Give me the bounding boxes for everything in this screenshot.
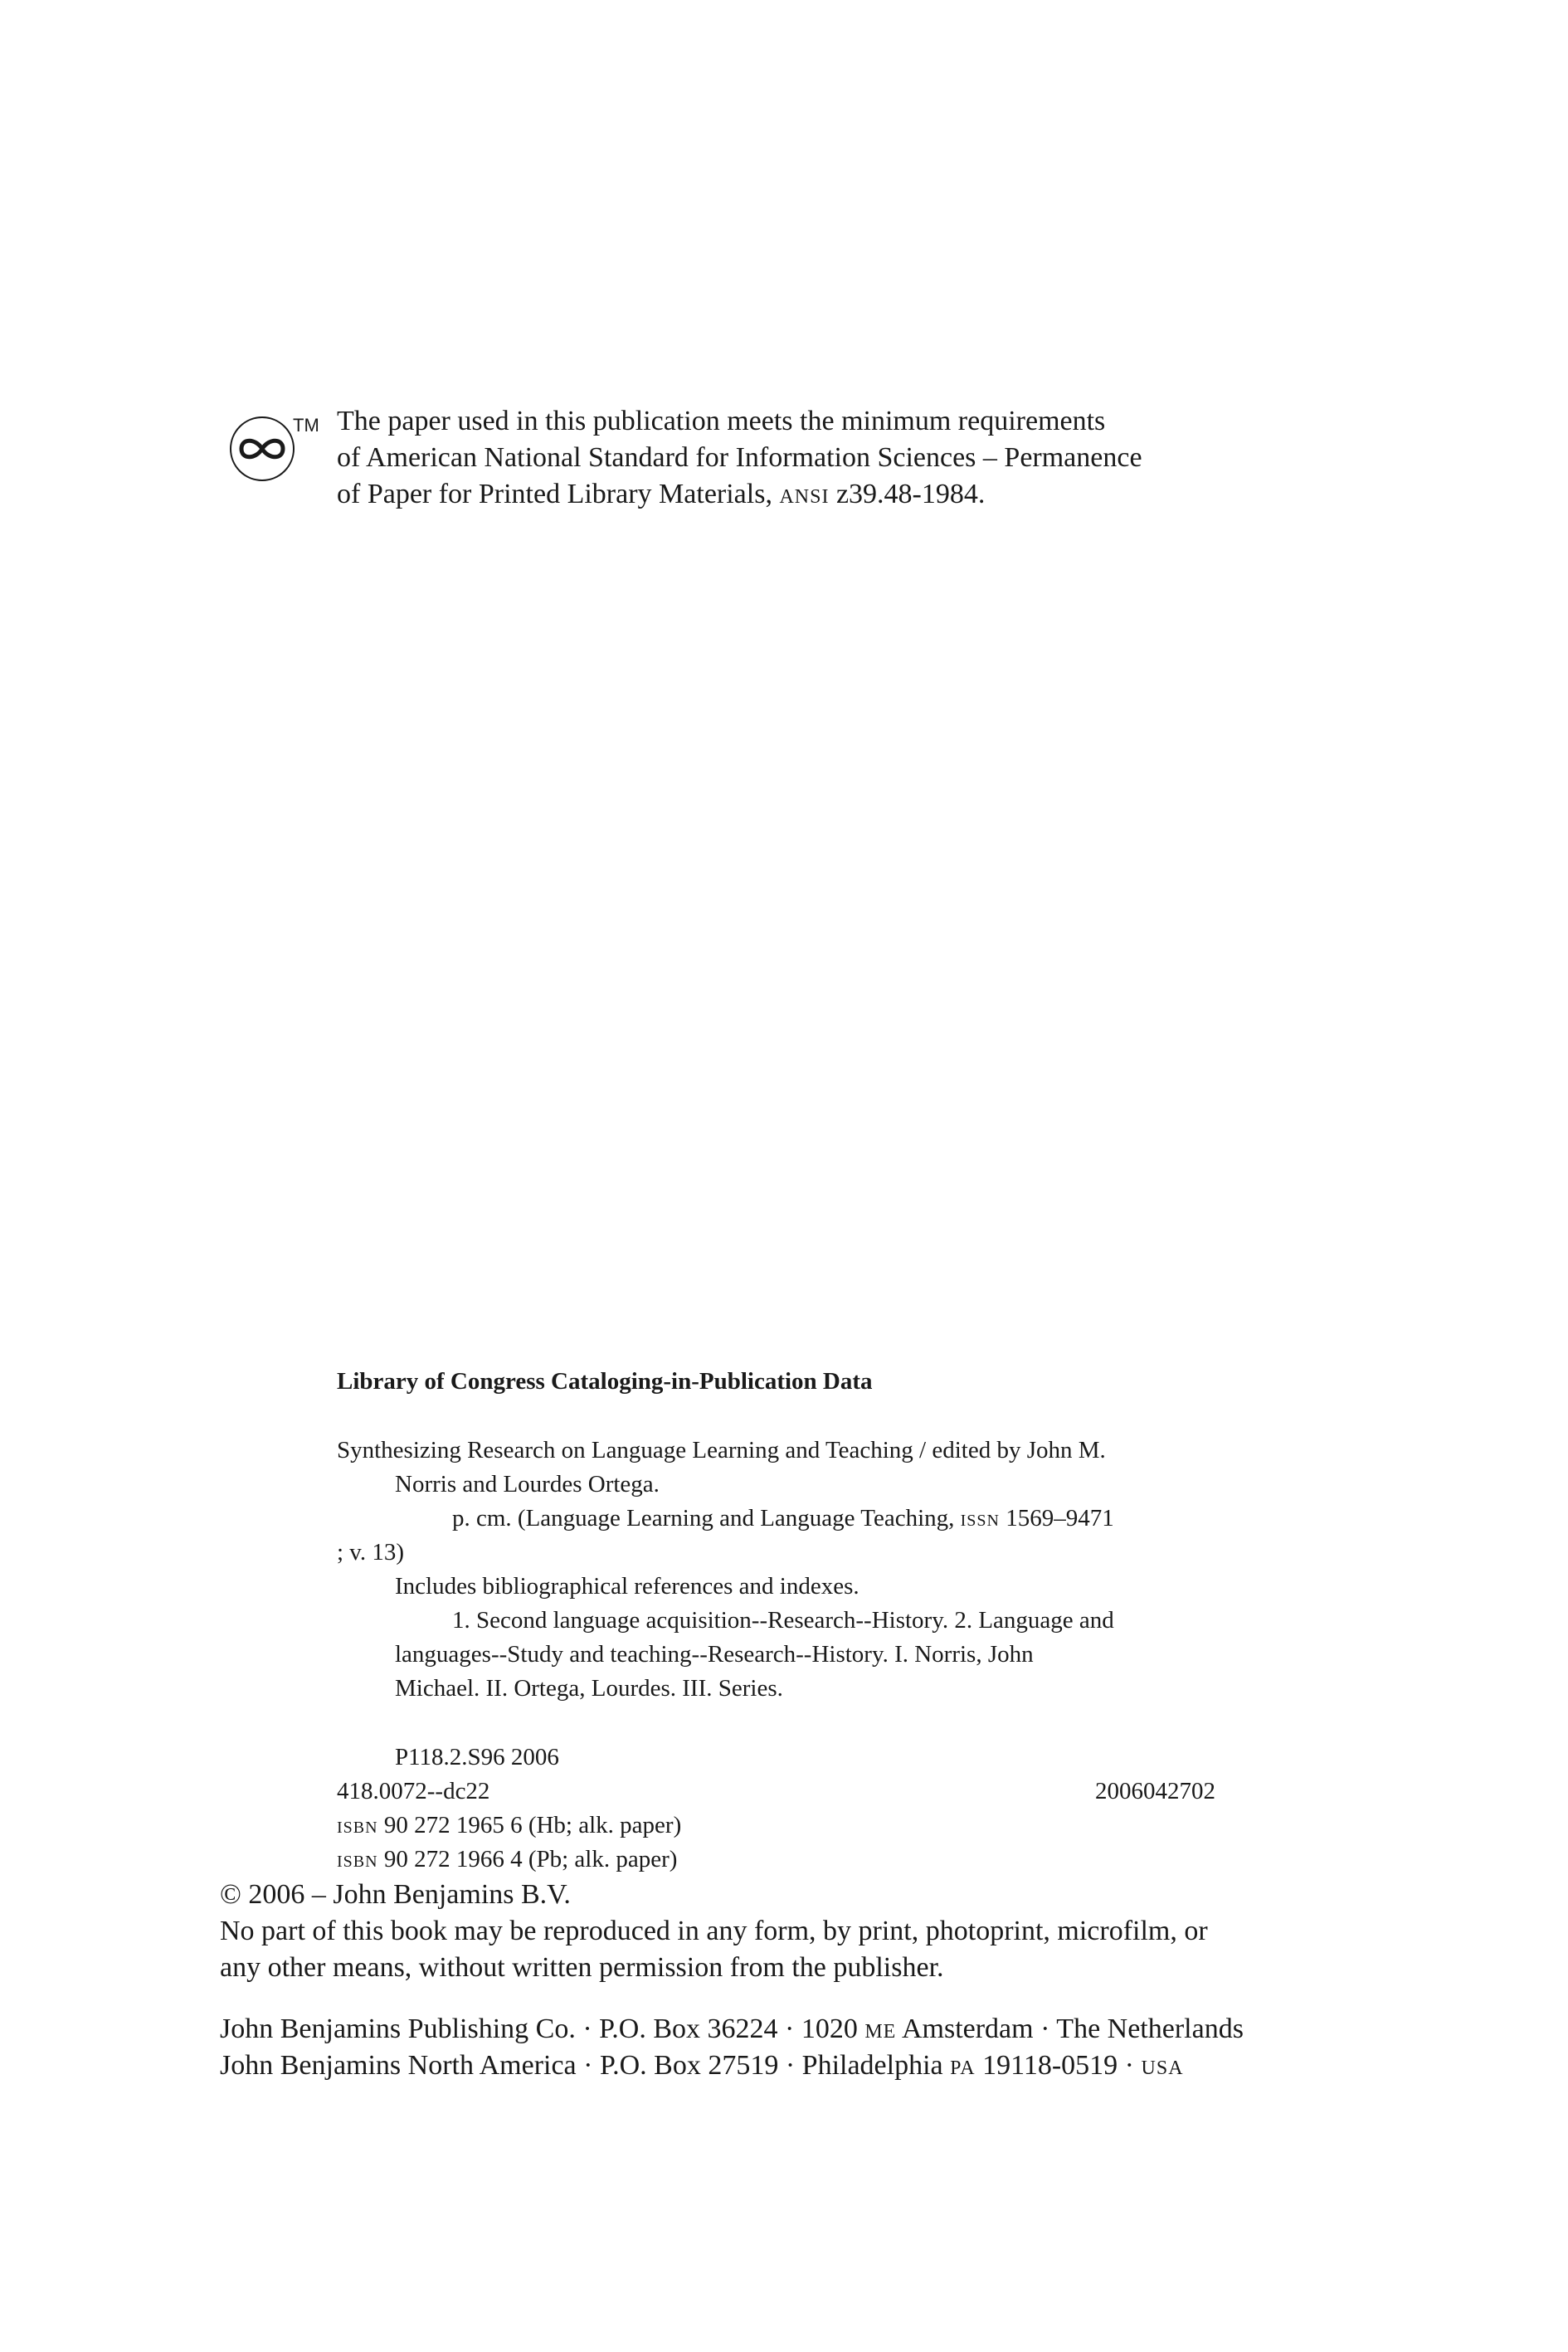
cip-subjects-line-2: languages--Study and teaching--Research--History. I. Norris, John — [395, 1641, 1034, 1668]
usa-label: usa — [1141, 2050, 1184, 2081]
cip-title-line-2: Norris and Lourdes Ortega. — [395, 1471, 660, 1497]
cip-title-line-1: Synthesizing Research on Language Learning and Teaching / edited by John M. — [337, 1437, 1106, 1463]
isbn-label: isbn — [337, 1812, 378, 1838]
isbn-label: isbn — [337, 1846, 378, 1872]
cip-subjects-line-1: 1. Second language acquisition--Research--History. 2. Language and — [452, 1607, 1114, 1634]
cip-dewey: 418.0072--dc22 — [337, 1778, 490, 1804]
issn-label: issn — [960, 1505, 1000, 1531]
trademark-label: TM — [293, 415, 319, 436]
cip-lccn: 2006042702 — [1095, 1778, 1215, 1804]
cip-heading: Library of Congress Cataloging-in-Publication Data — [337, 1368, 873, 1395]
rights-line-1: No part of this book may be reproduced in any form, by print, photoprint, microfilm, or — [220, 1916, 1208, 1946]
pa-label: pa — [950, 2050, 976, 2081]
infinity-circle-icon — [228, 415, 296, 483]
publisher-address-philadelphia: John Benjamins North America · P.O. Box 27519 · Philadelphia pa 19118-0519 · usa — [220, 2050, 1184, 2081]
cip-isbn-hb: isbn 90 272 1965 6 (Hb; alk. paper) — [337, 1812, 682, 1838]
me-label: me — [864, 2014, 897, 2044]
copyright-line: © 2006 – John Benjamins B.V. — [220, 1879, 571, 1910]
cip-call-number: P118.2.S96 2006 — [395, 1744, 559, 1770]
cip-isbn-pb: isbn 90 272 1966 4 (Pb; alk. paper) — [337, 1846, 678, 1872]
publisher-address-amsterdam: John Benjamins Publishing Co. · P.O. Box 36224 · 1020 me Amsterdam · The Netherlands — [220, 2014, 1244, 2044]
paper-notice-line-1: The paper used in this publication meets the minimum requirements — [337, 406, 1106, 436]
cip-subjects-line-3: Michael. II. Ortega, Lourdes. III. Series. — [395, 1675, 783, 1702]
paper-notice-line-2: of American National Standard for Information Sciences – Permanence — [337, 442, 1142, 473]
rights-line-2: any other means, without written permission from the publisher. — [220, 1952, 944, 1983]
cip-includes: Includes bibliographical references and indexes. — [395, 1573, 859, 1600]
ansi-label: ansi — [779, 479, 830, 509]
paper-notice-line-3: of Paper for Printed Library Materials, ansi z39.48-1984. — [337, 479, 986, 509]
cip-series-volume: ; v. 13) — [337, 1539, 405, 1566]
cip-series-line: p. cm. (Language Learning and Language Teaching, issn 1569–9471 — [452, 1505, 1114, 1531]
